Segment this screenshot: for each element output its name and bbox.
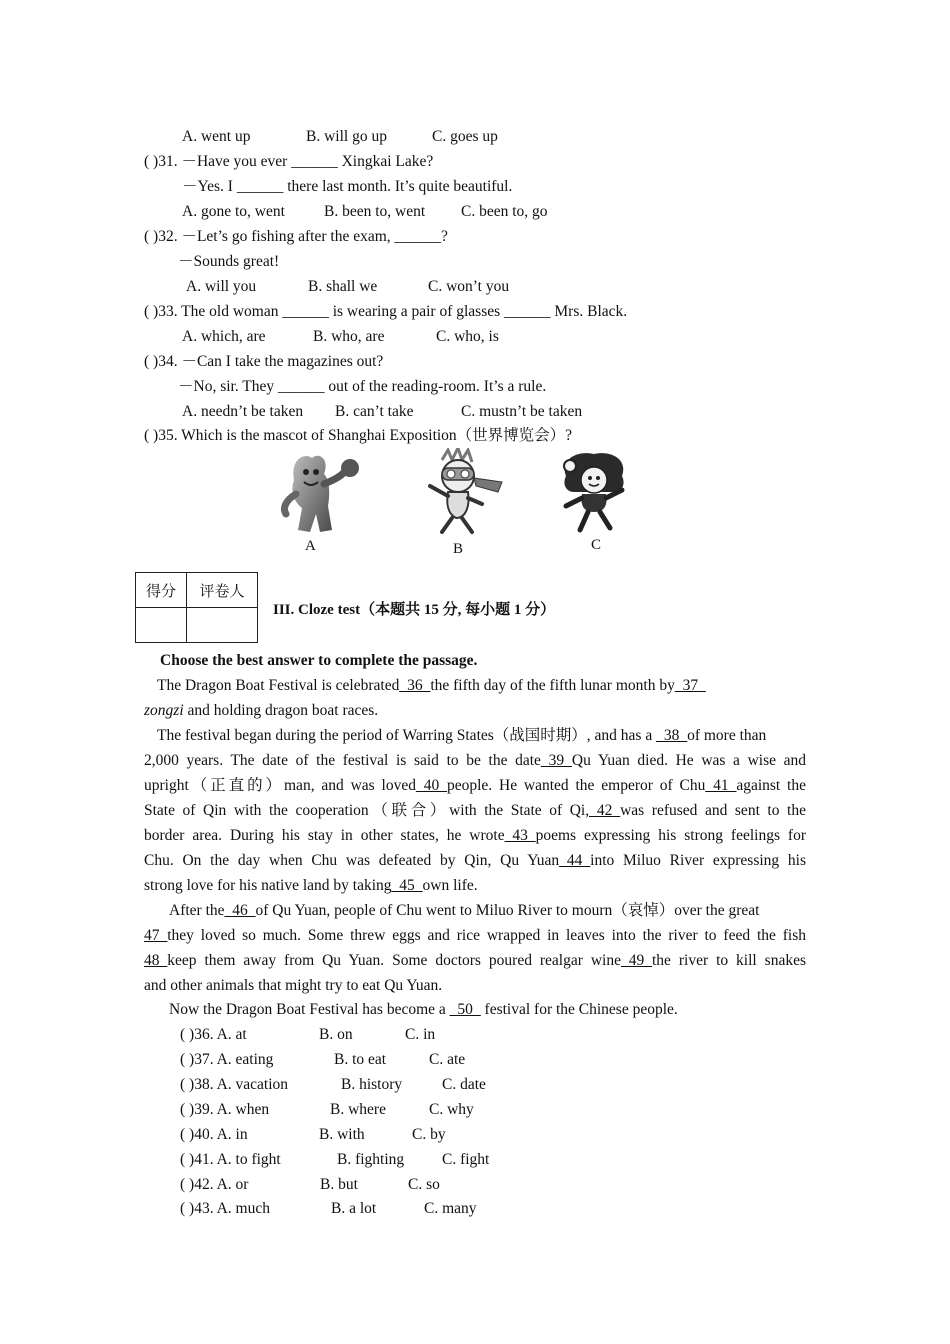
q34-option-c: C. mustn’t be taken [461, 403, 583, 420]
option-38-c: C. date [442, 1076, 486, 1093]
mascot-a-label: A [305, 538, 316, 554]
option-38-b: B. history [341, 1076, 403, 1093]
option-37-b: B. to eat [334, 1051, 387, 1068]
q33-option-b: B. who, are [313, 328, 385, 345]
q32-option-b: B. shall we [308, 278, 378, 295]
mascot-a-image [272, 450, 362, 536]
q32-stem: ( )32. －Let’s go fishing after the exam, ______? [144, 228, 448, 245]
passage-line: border area. During his stay in other states, he wrote_43_poems expressing his strong feelings for [144, 827, 806, 844]
option-36-b: B. on [319, 1026, 353, 1043]
option-42-c: C. so [408, 1176, 440, 1193]
option-43: ( )43. A. much [180, 1200, 270, 1217]
passage-line: The Dragon Boat Festival is celebrated_36_the fifth day of the fifth lunar month by_37_ [157, 677, 706, 694]
blank-47[interactable]: 47_ [144, 927, 168, 944]
q33-stem: ( )33. The old woman ______ is wearing a pair of glasses ______ Mrs. Black. [144, 303, 628, 320]
blank-42[interactable]: _42_ [589, 802, 621, 819]
passage-line: zongzi and holding dragon boat races. [144, 702, 379, 719]
mascot-b-image [412, 448, 506, 538]
blank-49[interactable]: _49_ [620, 952, 652, 969]
blank-36[interactable]: _36_ [399, 677, 431, 694]
q30-option-b: B. will go up [306, 128, 387, 145]
q30-option-c: C. goes up [432, 128, 498, 145]
option-39-b: B. where [330, 1101, 386, 1118]
passage-line: 48_keep them away from Qu Yuan. Some doctors poured realgar wine_49_the river to kill snakes [144, 952, 806, 969]
option-40: ( )40. A. in [180, 1126, 248, 1143]
q34-option-b: B. can’t take [335, 403, 414, 420]
passage-line: After the_46_of Qu Yuan, people of Chu went to Miluo River to mourn（哀悼）over the great [169, 902, 760, 919]
option-43-b: B. a lot [331, 1200, 377, 1217]
option-41-c: C. fight [442, 1151, 490, 1168]
q31-reply: －Yes. I ______ there last month. It’s quite beautiful. [182, 178, 513, 195]
option-36-c: C. in [405, 1026, 436, 1043]
q30-option-a: A. went up [182, 128, 251, 145]
passage-line: and other animals that might try to eat Qu Yuan. [144, 977, 443, 994]
passage-line: upright（正直的）man, and was loved_40_people. He wanted the emperor of Chu_41_against the [144, 777, 806, 794]
q31-stem: ( )31. －Have you ever ______ Xingkai Lake? [144, 153, 434, 170]
q34-option-a: A. needn’t be taken [182, 403, 304, 420]
option-38: ( )38. A. vacation [180, 1076, 289, 1093]
mascot-b-label: B [453, 541, 464, 557]
q34-reply: －No, sir. They ______ out of the reading-room. It’s a rule. [178, 378, 547, 395]
option-39-c: C. why [429, 1101, 474, 1118]
q34-stem: ( )34. －Can I take the magazines out? [144, 353, 384, 370]
blank-48[interactable]: 48_ [144, 952, 168, 969]
section-instruction: Choose the best answer to complete the passage. [160, 652, 478, 669]
q32-option-a: A. will you [186, 278, 257, 295]
blank-39[interactable]: _39_ [540, 752, 572, 769]
option-37-c: C. ate [429, 1051, 466, 1068]
option-41-b: B. fighting [337, 1151, 405, 1168]
blank-44[interactable]: _44_ [559, 852, 591, 869]
section-title: III. Cloze test（本题共 15 分, 每小题 1 分） [273, 602, 556, 618]
blank-40[interactable]: _40_ [415, 777, 447, 794]
q35-stem: ( )35. Which is the mascot of Shanghai Exposition（世界博览会）? [144, 427, 573, 444]
score-box [135, 572, 258, 643]
passage-line: strong love for his native land by taking_45_own life. [144, 877, 478, 894]
mascot-c-image [556, 450, 632, 536]
q33-option-c: C. who, is [436, 328, 499, 345]
option-37: ( )37. A. eating [180, 1051, 274, 1068]
grader-cell[interactable] [187, 608, 258, 643]
option-40-c: C. by [412, 1126, 446, 1143]
q33-option-a: A. which, are [182, 328, 266, 345]
q32-reply: －Sounds great! [178, 253, 280, 270]
blank-50[interactable]: _50_ [449, 1001, 481, 1018]
option-42-b: B. but [320, 1176, 358, 1193]
blank-45[interactable]: _45_ [391, 877, 423, 894]
option-41: ( )41. A. to fight [180, 1151, 281, 1168]
score-header: 得分 [136, 573, 187, 608]
q31-option-a: A. gone to, went [182, 203, 285, 220]
option-42: ( )42. A. or [180, 1176, 249, 1193]
q31-option-b: B. been to, went [324, 203, 426, 220]
blank-37[interactable]: _37_ [674, 677, 706, 694]
passage-line: The festival began during the period of Warring States（战国时期）, and has a _38_of more than [157, 727, 767, 744]
passage-line: Now the Dragon Boat Festival has become a _50_ festival for the Chinese people. [169, 1001, 678, 1018]
blank-43[interactable]: _43_ [504, 827, 536, 844]
mascot-c-label: C [591, 537, 602, 553]
blank-46[interactable]: _46_ [224, 902, 256, 919]
option-39: ( )39. A. when [180, 1101, 270, 1118]
passage-line: Chu. On the day when Chu was defeated by Qin, Qu Yuan_44_into Miluo River expressing his [144, 852, 807, 869]
passage-line: 47_they loved so much. Some threw eggs and rice wrapped in leaves into the river to feed the fish [144, 927, 806, 944]
blank-38[interactable]: _38_ [656, 727, 688, 744]
score-cell[interactable] [136, 608, 187, 643]
passage-line: State of Qin with the cooperation（联合）with the State of Qi,_42_was refused and sent to the [144, 802, 806, 819]
q31-option-c: C. been to, go [461, 203, 548, 220]
grader-header: 评卷人 [187, 573, 258, 608]
option-36: ( )36. A. at [180, 1026, 247, 1043]
blank-41[interactable]: _41_ [705, 777, 737, 794]
option-43-c: C. many [424, 1200, 477, 1217]
passage-line: 2,000 years. The date of the festival is said to be the date_39_Qu Yuan died. He was a wise and [144, 752, 806, 769]
q32-option-c: C. won’t you [428, 278, 510, 295]
option-40-b: B. with [319, 1126, 365, 1143]
